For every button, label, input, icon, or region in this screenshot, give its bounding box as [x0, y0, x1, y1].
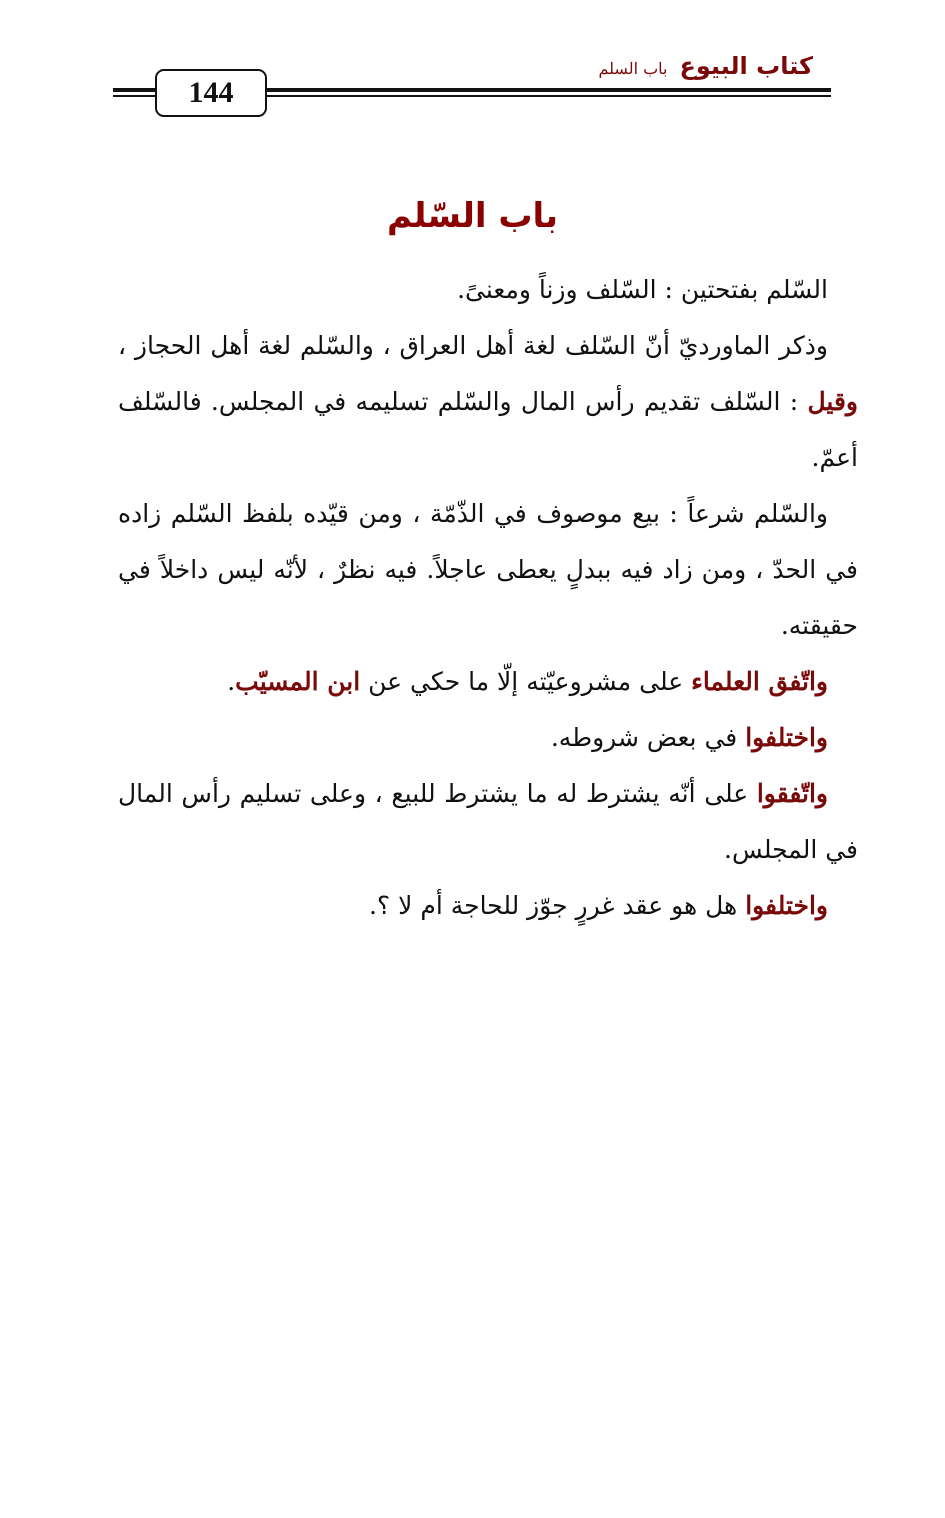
body-text: [118, 262, 858, 934]
paragraph-text: هل هو عقد غررٍ جوّز للحاجة أم لا ؟.: [368, 891, 746, 920]
paragraph-2: [118, 318, 858, 486]
paragraph-text: وذكر الماورديّ أنّ السّلف لغة أهل العراق ، والسّلم لغة أهل الحجاز ،: [118, 331, 828, 360]
running-header: [598, 52, 813, 86]
paragraph-4: [118, 654, 858, 710]
paragraph-text: في بعض شروطه.: [550, 723, 746, 752]
running-section-title: باب السلم: [598, 59, 668, 78]
paragraph-7: [118, 878, 858, 934]
paragraph-text: على مشروعيّته إلّا ما حكي عن: [360, 667, 692, 696]
paragraph-5: [118, 710, 858, 766]
highlighted-term: وقيل: [807, 387, 858, 416]
paragraph-text: .: [227, 667, 236, 696]
highlighted-name: ابن المسيّب: [235, 667, 361, 696]
paragraph-text: : السّلف تقديم رأس المال والسّلم تسليمه في المجلس. فالسّلف أعمّ.: [118, 387, 858, 472]
paragraph-3: [118, 486, 858, 654]
paragraph-text: والسّلم شرعاً : بيع موصوف في الذّمّة ، ومن قيّده بلفظ السّلم زاده في الحدّ ، ومن زاد فيه ببدلٍ يعطى عاجلاً. فيه نظرٌ ، لأنّه ليس داخلاً في حقيقته.: [118, 499, 858, 640]
highlighted-term: واتّفقوا: [756, 779, 828, 808]
page-number: 144: [188, 76, 234, 109]
highlighted-term: واختلفوا: [745, 891, 828, 920]
highlighted-term: واتّفق العلماء: [691, 667, 828, 696]
page-header: [113, 52, 831, 122]
page-number-box: [155, 69, 267, 117]
paragraph-6: [118, 766, 858, 878]
paragraph-text: على أنّه يشترط له ما يشترط للبيع ، وعلى تسليم رأس المال في المجلس.: [118, 779, 858, 864]
chapter-title: باب السّلم: [386, 196, 559, 236]
paragraph-text: السّلم بفتحتين : السّلف وزناً ومعنىً.: [457, 275, 828, 304]
paragraph-1: [118, 262, 858, 318]
book-title: كتاب البيوع: [679, 52, 813, 80]
highlighted-term: واختلفوا: [745, 723, 828, 752]
